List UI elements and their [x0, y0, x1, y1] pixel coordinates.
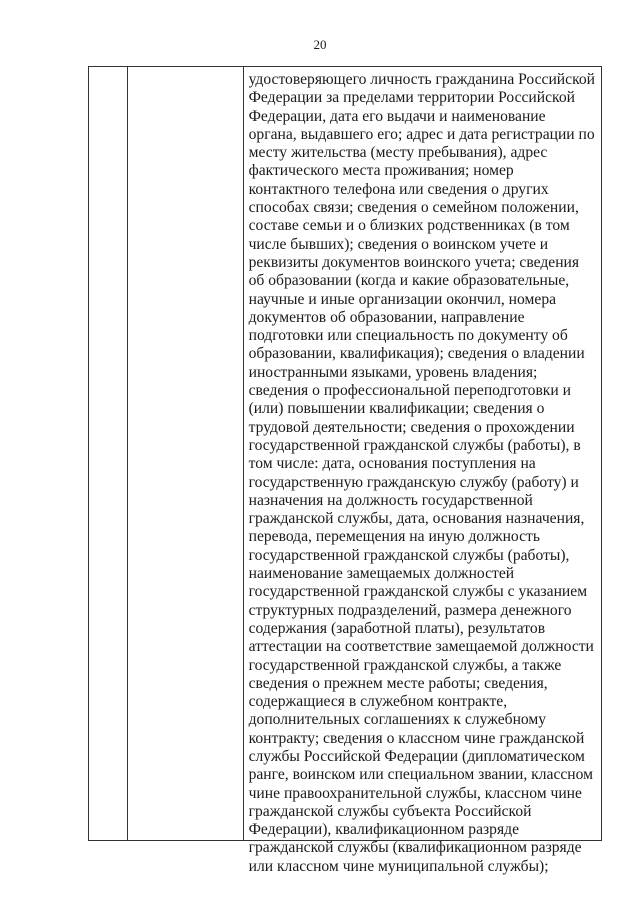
text-line: гражданской службы субъекта Российской [248, 802, 532, 820]
table-column-description [244, 67, 601, 875]
text-line: службы Российской Федерации (дипломатическом [248, 747, 585, 765]
text-line: научные и иные организации окончил, номера [248, 290, 557, 308]
text-line: подготовки или специальность по документу об [248, 327, 568, 345]
text-line: трудовой деятельности; сведения о прохождении [248, 418, 575, 436]
text-line: наименование замещаемых должностей [248, 565, 515, 583]
text-line: удостоверяющего личность гражданина Российской [248, 71, 595, 88]
text-line: или классном чине муниципальной службы); [248, 857, 549, 875]
text-line: назначения на должность государственной [248, 491, 533, 509]
text-line: сведения о прежнем месте работы; сведения, [248, 674, 548, 692]
text-line: документов об образовании, направление [248, 308, 525, 326]
table-column-category [128, 67, 243, 840]
text-line: государственную гражданскую службу (работу) и [248, 473, 579, 491]
text-line: контракту; сведения о классном чине гражданской [248, 729, 585, 747]
text-line: гражданской службы, дата, основания назначения, [248, 510, 585, 528]
text-line: Федерации), квалификационном разряде [248, 821, 520, 839]
text-line: государственной гражданской службы (работы), в [248, 436, 581, 454]
text-line: органа, выдавшего его; адрес и дата регистрации по [248, 125, 595, 143]
text-line: государственной гражданской службы, а также [248, 656, 562, 674]
text-line: контактного телефона или сведения о других [248, 180, 549, 198]
text-line: образовании, квалификация); сведения о владении [248, 345, 585, 363]
text-line: Федерации, дата его выдачи и наименование [248, 107, 546, 125]
page-number: 20 [313, 37, 327, 52]
text-line: государственной гражданской службы с указанием [248, 583, 588, 601]
text-line: том числе: дата, основания поступления на [248, 455, 536, 473]
text-line: содержания (заработной платы), результатов [248, 619, 546, 637]
text-line: структурных подразделений, размера денежного [248, 601, 572, 619]
text-line: аттестации на соответствие замещаемой должности [248, 638, 594, 656]
text-line: фактического места проживания; номер [248, 162, 514, 180]
text-line: государственной гражданской службы (работы), [248, 546, 570, 564]
text-line: реквизиты документов воинского учета; сведения [248, 253, 580, 271]
text-line: иностранными языками, уровень владения; [248, 363, 538, 381]
text-line: гражданской службы (квалификационном разряде [248, 839, 582, 857]
text-line: Федерации за пределами территории Российской [248, 89, 575, 107]
text-line: составе семьи и о близких родственниках (в том [248, 217, 570, 235]
table-column-number [89, 67, 128, 840]
text-line: об образовании (когда и какие образовательные, [248, 272, 570, 290]
text-line: способах связи; сведения о семейном положении, [248, 199, 579, 217]
text-line: содержащиеся в служебном контракте, [248, 693, 508, 711]
text-line: числе бывших); сведения о воинском учете и [248, 235, 549, 253]
text-line: перевода, перемещения на иную должность [248, 528, 540, 546]
text-line: сведения о профессиональной переподготовки и [248, 382, 571, 400]
text-line: чине правоохранительной службы, классном чине [248, 784, 582, 802]
text-line: ранге, воинском или специальном звании, классном [248, 766, 593, 784]
text-line: месту жительства (месту пребывания), адрес [248, 144, 548, 162]
text-line: (или) повышении квалификации; сведения о [248, 400, 545, 418]
text-line: дополнительных соглашениях к служебному [248, 711, 547, 729]
document-table [88, 66, 602, 875]
